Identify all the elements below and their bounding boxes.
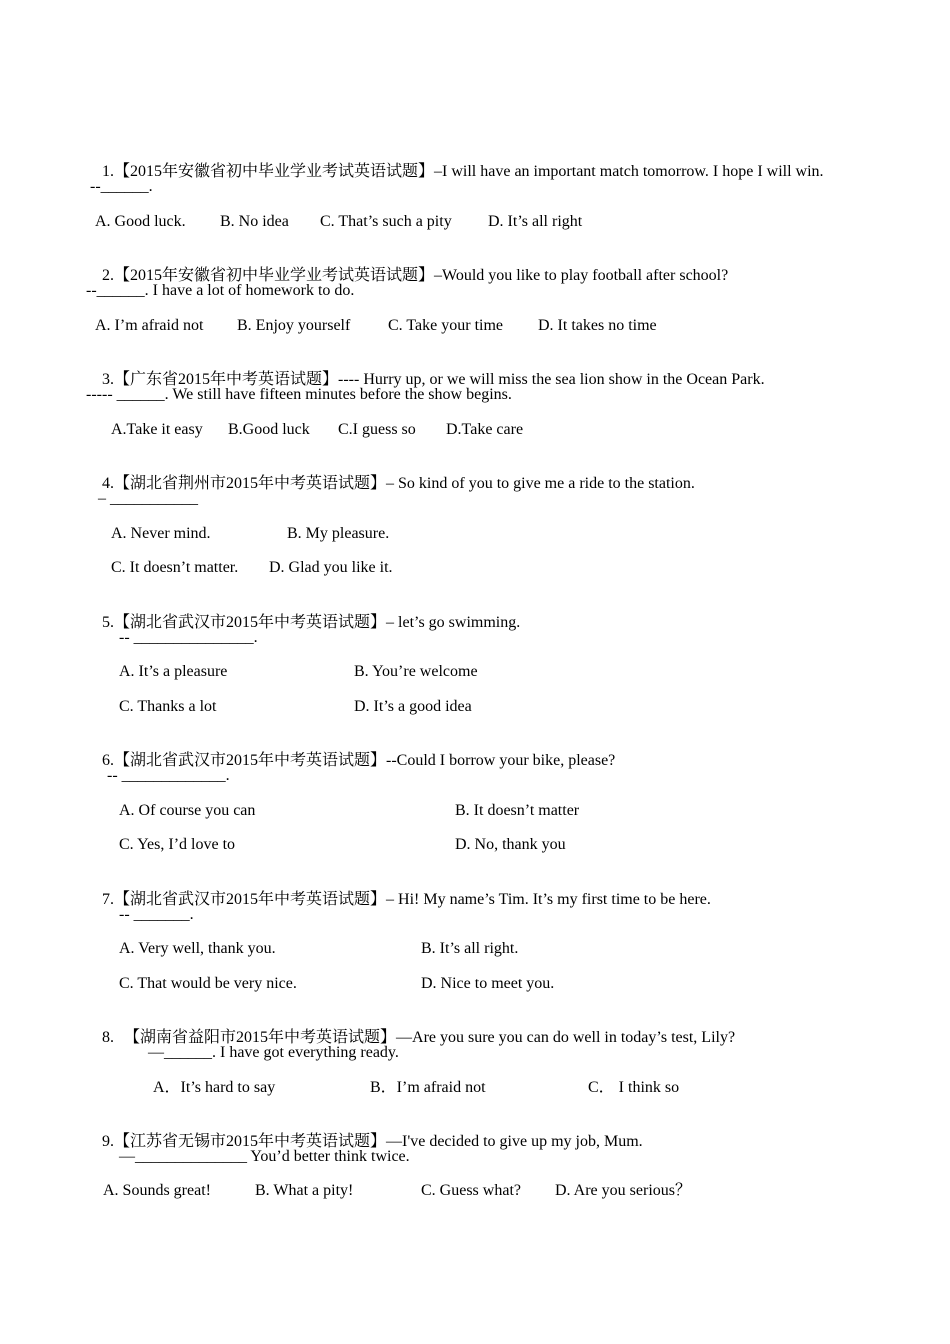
question-6-option-a: A. Of course you can (119, 802, 256, 819)
question-3-option-a: A.Take it easy (111, 421, 203, 438)
question-text: –I will have an important match tomorrow. I hope I will win. (434, 163, 824, 180)
question-4-option-d: D. Glad you like it. (269, 559, 393, 576)
question-number: 9. (102, 1133, 114, 1150)
question-2-option-c: C. Take your time (388, 317, 504, 334)
question-3-option-c: C.I guess so (338, 421, 416, 438)
question-9-stem (86, 1112, 643, 1150)
question-9-option-c: C. Guess what? (421, 1182, 521, 1199)
question-source: 【2015年安徽省初中毕业学业考试英语试题】 (114, 267, 435, 284)
question-7-option-c: C. That would be very nice. (119, 975, 297, 992)
question-5-option-c: C. Thanks a lot (119, 698, 217, 715)
question-source: 【2015年安徽省初中毕业学业考试英语试题】 (114, 163, 435, 180)
question-6-option-c: C. Yes, I’d love to (119, 836, 236, 853)
question-9-response: —______________ You’d better think twice. (119, 1148, 410, 1165)
question-text: --Could I borrow your bike, please? (386, 752, 616, 769)
question-number: 6. (102, 752, 114, 769)
question-4-option-a: A. Never mind. (111, 525, 211, 542)
question-2-option-b: B. Enjoy yourself (237, 317, 351, 334)
question-source: 【湖南省益阳市2015年中考英语试题】 (124, 1029, 397, 1046)
question-5-stem (86, 593, 521, 631)
question-1-response: --______. (90, 178, 153, 195)
question-5-option-b: B. You’re welcome (354, 663, 478, 680)
question-7-option-b: B. It’s all right. (421, 940, 519, 957)
question-7-stem (86, 870, 711, 908)
question-8-stem (86, 1008, 736, 1046)
question-4-stem (86, 454, 695, 492)
question-text: – So kind of you to give me a ride to the station. (386, 475, 695, 492)
question-number: 7. (102, 891, 114, 908)
question-1-stem (86, 142, 824, 180)
question-8-option-b: B．I’m afraid not (370, 1079, 486, 1096)
question-number: 3. (102, 371, 114, 388)
question-number: 1. (102, 163, 114, 180)
question-2-option-d: D. It takes no time (538, 317, 657, 334)
question-source: 【湖北省武汉市2015年中考英语试题】 (114, 614, 387, 631)
question-5-option-a: A. It’s a pleasure (119, 663, 228, 680)
question-6-option-d: D. No, thank you (455, 836, 566, 853)
question-3-response: ----- ______. We still have fifteen minutes before the show begins. (86, 386, 512, 403)
question-text: – let’s go swimming. (386, 614, 521, 631)
question-text: —I've decided to give up my job, Mum. (386, 1133, 643, 1150)
question-9-option-d: D. Are you serious？ (555, 1182, 691, 1199)
question-number: 2. (102, 267, 114, 284)
question-4-response: – ___________ (98, 490, 198, 507)
question-7-option-a: A. Very well, thank you. (119, 940, 276, 957)
question-4-option-c: C. It doesn’t matter. (111, 559, 239, 576)
question-2-response: --______. I have a lot of homework to do. (86, 282, 355, 299)
question-1-option-d: D. It’s all right (488, 213, 583, 230)
question-3-option-d: D.Take care (446, 421, 524, 438)
question-9-option-a: A. Sounds great! (103, 1182, 211, 1199)
question-source: 【湖北省荆州市2015年中考英语试题】 (114, 475, 387, 492)
question-4-option-b: B. My pleasure. (287, 525, 390, 542)
question-8-option-c: C． I think so (588, 1079, 680, 1096)
question-5-option-d: D. It’s a good idea (354, 698, 472, 715)
question-5-response: -- _______________. (119, 629, 258, 646)
question-1-option-a: A. Good luck. (95, 213, 186, 230)
question-3-option-b: B.Good luck (228, 421, 310, 438)
question-text: –Would you like to play football after school? (434, 267, 729, 284)
question-9-option-b: B. What a pity! (255, 1182, 354, 1199)
question-6-stem (86, 731, 616, 769)
question-1-option-b: B. No idea (220, 213, 289, 230)
question-1-option-c: C. That’s such a pity (320, 213, 452, 230)
question-number: 4. (102, 475, 114, 492)
question-3-stem (86, 350, 765, 388)
question-source: 【江苏省无锡市2015年中考英语试题】 (114, 1133, 387, 1150)
question-2-stem (86, 246, 729, 284)
question-number: 8. (102, 1029, 114, 1046)
question-source: 【湖北省武汉市2015年中考英语试题】 (114, 891, 387, 908)
question-number: 5. (102, 614, 114, 631)
question-source: 【广东省2015年中考英语试题】 (114, 371, 339, 388)
question-source: 【湖北省武汉市2015年中考英语试题】 (114, 752, 387, 769)
question-7-response: -- _______. (119, 906, 194, 923)
question-text: ---- Hurry up, or we will miss the sea lion show in the Ocean Park. (338, 371, 765, 388)
question-2-option-a: A. I’m afraid not (95, 317, 204, 334)
question-text: —Are you sure you can do well in today’s test, Lily? (396, 1029, 736, 1046)
question-8-response: —______. I have got everything ready. (148, 1044, 399, 1061)
question-7-option-d: D. Nice to meet you. (421, 975, 555, 992)
question-6-option-b: B. It doesn’t matter (455, 802, 580, 819)
question-6-response: -- _____________. (107, 767, 230, 784)
question-8-option-a: A．It’s hard to say (153, 1079, 276, 1096)
question-text: – Hi! My name’s Tim. It’s my first time to be here. (386, 891, 711, 908)
